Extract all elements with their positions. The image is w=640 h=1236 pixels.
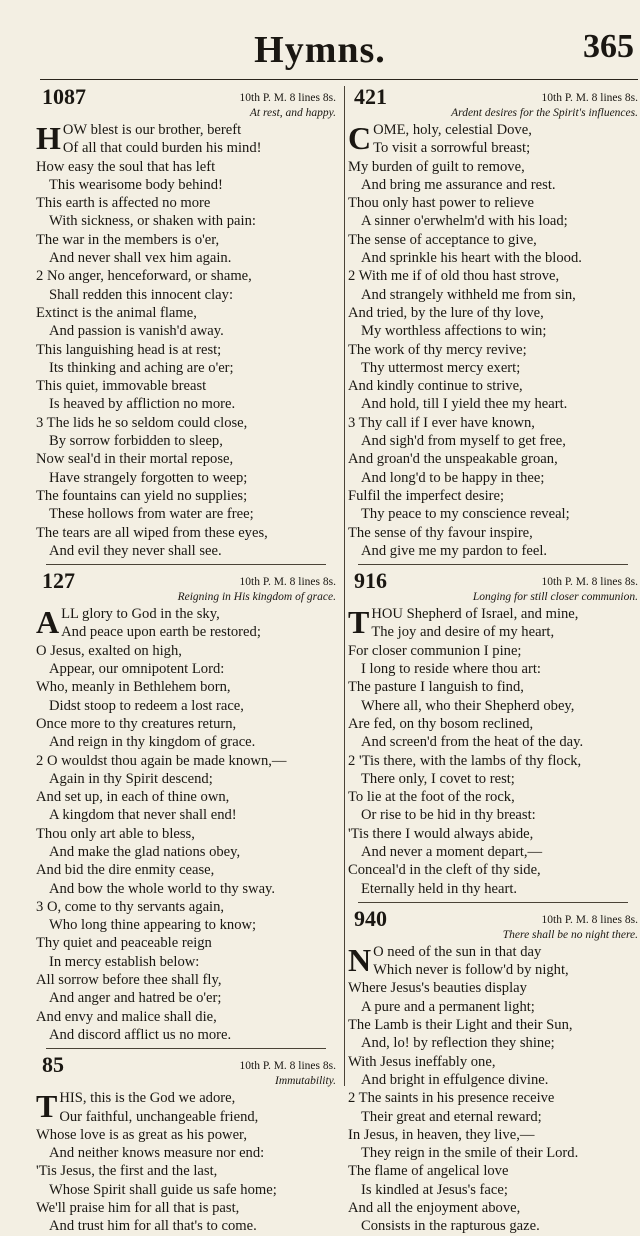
hymn-number: 127: [42, 568, 75, 594]
verse-text: 2 'Tis there, with the lambs of thy flock,: [348, 752, 582, 769]
hymn-subtitle: Longing for still closer communion.: [472, 591, 638, 604]
verse-text: And make the glad nations obey,: [49, 843, 241, 860]
verse-line: [348, 642, 638, 660]
hymn-separator: [36, 560, 336, 568]
verse-line: [36, 843, 336, 861]
verse-text: All sorrow before thee shall fly,: [36, 972, 222, 989]
verse-line: [348, 770, 638, 788]
verse-text: Eternally held in thy heart.: [361, 880, 518, 897]
verse-text: And neither knows measure nor end:: [49, 1145, 265, 1162]
verse-line: [36, 414, 336, 432]
verse-line: [36, 752, 336, 770]
verse-line: [348, 1144, 638, 1162]
verse-text: Didst stoop to redeem a lost race,: [49, 697, 244, 714]
verse-line: [36, 267, 336, 285]
verse-line: [36, 715, 336, 733]
verse-line: [348, 1089, 638, 1107]
verse-text: HIS, this is the God we adore,: [59, 1090, 236, 1107]
verse-text: These hollows from water are free;: [49, 506, 254, 523]
verse-text: The war in the members is o'er,: [36, 231, 220, 248]
verse-line: [36, 916, 336, 934]
drop-cap: C: [348, 120, 372, 156]
verse-text: In Jesus, in heaven, they live,—: [348, 1126, 535, 1143]
verse-text: Shall redden this innocent clay:: [49, 286, 233, 303]
verse-text: Once more to thy creatures return,: [36, 715, 237, 732]
verse-text: Whose Spirit shall guide us safe home;: [49, 1181, 277, 1198]
drop-cap: H: [36, 120, 61, 156]
verse-text: Are fed, on thy bosom reclined,: [348, 715, 534, 732]
verse-text: Again in thy Spirit descend;: [49, 770, 213, 787]
page-header: [0, 0, 640, 80]
drop-cap: N: [348, 941, 372, 978]
verse-text: Consists in the rapturous gaze.: [361, 1218, 540, 1235]
verse-line: [36, 231, 336, 249]
verse-text: And bow the whole world to thy sway.: [49, 880, 276, 897]
verse-text: The work of thy mercy revive;: [348, 341, 527, 358]
verse-text: This quiet, immovable breast: [36, 378, 207, 395]
verse-line: [36, 898, 336, 916]
verse-line: [348, 861, 638, 879]
verse-text: And never shall vex him again.: [49, 250, 232, 267]
verse-line: [36, 861, 336, 879]
verse-text: With Jesus ineffably one,: [348, 1053, 496, 1070]
verse-line: [348, 487, 638, 505]
verse-line: [36, 286, 336, 304]
verse-text: Who long thine appearing to know;: [49, 917, 257, 934]
verse-line: [36, 989, 336, 1007]
verse-text: Now seal'd in their mortal repose,: [36, 451, 234, 468]
verse-text: Our faithful, unchangeable friend,: [59, 1108, 259, 1125]
verse-text: And sprinkle his heart with the blood.: [361, 250, 582, 267]
hymn-separator: [36, 1044, 336, 1052]
verse-text: We'll praise him for all that is past,: [36, 1200, 240, 1217]
verse-line: [348, 341, 638, 359]
verse-line: [36, 469, 336, 487]
verse-line: [348, 395, 638, 413]
verse-text: Is heaved by affliction no more.: [49, 396, 236, 413]
verse-text: Their great and eternal reward;: [361, 1108, 542, 1125]
hymn: [348, 84, 638, 560]
verse-line: [36, 1008, 336, 1026]
hymn-header: [348, 568, 638, 594]
verse-line: [36, 139, 336, 157]
verse-line: [348, 825, 638, 843]
verse-text: 'Tis Jesus, the first and the last,: [36, 1163, 218, 1180]
verse-line: [36, 770, 336, 788]
verse-text: Thy quiet and peaceable reign: [36, 935, 212, 952]
verse-text: The pasture I languish to find,: [348, 679, 524, 696]
verse-line: [36, 212, 336, 230]
verse-text: And envy and malice shall die,: [36, 1008, 217, 1025]
verse-text: How easy the soul that has left: [36, 158, 216, 175]
verse-text: LL glory to God in the sky,: [61, 606, 220, 623]
verse-text: OME, holy, celestial Dove,: [373, 122, 532, 138]
verse-line: [36, 1144, 336, 1162]
verse-line: [36, 304, 336, 322]
verse-text: The flame of angelical love: [348, 1163, 509, 1180]
verse-line: [348, 1162, 638, 1180]
verse-line: [36, 249, 336, 267]
verse-text: And tried, by the lure of thy love,: [348, 304, 544, 321]
verse-text: Fulfil the imperfect desire;: [348, 487, 505, 504]
right-column: [348, 84, 638, 1236]
verse-line: [348, 678, 638, 696]
verse-text: There only, I covet to rest;: [361, 770, 515, 787]
verse-text: And discord afflict us no more.: [49, 1026, 232, 1043]
drop-cap: A: [36, 604, 60, 641]
verse-line: [348, 377, 638, 395]
verse-line: [348, 322, 638, 340]
verse-line: [348, 212, 638, 230]
verse-text: The sense of thy favour inspire,: [348, 524, 533, 541]
verse-line: [348, 450, 638, 468]
hymn-subtitle: Ardent desires for the Spirit's influences.: [451, 107, 638, 119]
verse-text: The fountains can yield no supplies;: [36, 487, 248, 504]
verse-line: [348, 1016, 638, 1034]
verse-line: [36, 432, 336, 450]
verse-line: [36, 934, 336, 952]
verse-text: With sickness, or shaken with pain:: [49, 213, 256, 230]
hymn-separator: [348, 560, 638, 568]
verse-line: [348, 194, 638, 212]
verse-line: [348, 998, 638, 1016]
verse-line: [36, 1108, 336, 1126]
verse-text: Thou only art able to bless,: [36, 825, 195, 842]
verse-text: The sense of acceptance to give,: [348, 231, 537, 248]
hymn-meter: 10th P. M. 8 lines 8s.: [239, 576, 336, 589]
verse-text: 2 O wouldst thou again be made known,—: [36, 752, 287, 769]
column-divider: [344, 86, 345, 1086]
verse-line: [36, 806, 336, 824]
verse-text: 2 With me if of old thou hast strove,: [348, 268, 560, 285]
verse-line: [36, 788, 336, 806]
verse-text: And evil they never shall see.: [49, 542, 222, 559]
verse-text: 2 No anger, henceforward, or shame,: [36, 268, 252, 285]
verse-line: [348, 733, 638, 751]
verse-text: I long to reside where thou art:: [361, 661, 541, 678]
verse-line: [348, 469, 638, 487]
verse-text: Its thinking and aching are o'er;: [49, 359, 234, 376]
verse-text: My worthless affections to win;: [361, 323, 547, 340]
verse-line: [348, 267, 638, 285]
verse-text: Who, meanly in Bethlehem born,: [36, 679, 231, 696]
verse-line: [348, 979, 638, 997]
verse-line: [348, 1199, 638, 1217]
page-title: Hymns.: [254, 29, 386, 71]
verse-text: A pure and a permanent light;: [361, 998, 535, 1015]
verse-text: And give me my pardon to feel.: [361, 542, 548, 559]
verse-text: And strangely withheld me from sin,: [361, 286, 576, 303]
hymn-meter: 10th P. M. 8 lines 8s.: [541, 92, 638, 104]
verse-text: Where all, who their Shepherd obey,: [361, 697, 575, 714]
verse-text: And all the enjoyment above,: [348, 1200, 521, 1217]
verse-text: Thy uttermost mercy exert;: [361, 359, 521, 376]
verse-line: [348, 806, 638, 824]
verse-text: And bid the dire enmity cease,: [36, 862, 215, 879]
verse-line: [36, 450, 336, 468]
verse-line: [348, 697, 638, 715]
verse-line: [348, 1217, 638, 1235]
verse-line: [36, 1199, 336, 1217]
verse-line: [36, 1026, 336, 1044]
verse-line: [36, 880, 336, 898]
verse-line: [348, 304, 638, 322]
verse-line: [36, 395, 336, 413]
verse-line: [348, 1126, 638, 1144]
verse-text: The Lamb is their Light and their Sun,: [348, 1017, 573, 1034]
verse-text: My burden of guilt to remove,: [348, 158, 525, 175]
verse-text: Thou only hast power to relieve: [348, 195, 535, 212]
verse-line: [36, 1126, 336, 1144]
verse-line: [348, 843, 638, 861]
verse-line: [348, 1108, 638, 1126]
verse-line: [36, 1162, 336, 1180]
verse-line: [36, 377, 336, 395]
drop-cap: T: [36, 1088, 58, 1125]
hymn-meter: 10th P. M. 8 lines 8s.: [541, 576, 638, 589]
verse-line: [348, 961, 638, 979]
hymn: [36, 1052, 336, 1235]
verse-line: [36, 176, 336, 194]
verse-text: This earth is affected no more: [36, 195, 211, 212]
verse-line: [36, 542, 336, 560]
verse-text: 'Tis there I would always abide,: [348, 825, 534, 842]
verse-line: [36, 487, 336, 505]
verse-line: [348, 880, 638, 898]
verse-text: For closer communion I pine;: [348, 642, 522, 659]
left-column: [36, 84, 336, 1236]
verse-line: [348, 542, 638, 560]
verse-line: [348, 158, 638, 176]
verse-text: A sinner o'erwhelm'd with his load;: [361, 213, 568, 230]
verse-text: And sigh'd from myself to get free,: [361, 433, 566, 450]
verse-text: Is kindled at Jesus's face;: [361, 1181, 508, 1198]
hymn-separator: [348, 898, 638, 906]
verse-line: [36, 697, 336, 715]
hymn-subtitle: There shall be no night there.: [502, 928, 638, 941]
verse-line: [348, 752, 638, 770]
hymn-subtitle: Reigning in His kingdom of grace.: [177, 591, 336, 604]
verse-line: [348, 286, 638, 304]
hymn: [348, 568, 638, 898]
verse-text: The joy and desire of my heart,: [371, 624, 555, 641]
verse-text: And bring me assurance and rest.: [361, 176, 556, 193]
verse-text: And, lo! by reflection they shine;: [361, 1035, 555, 1052]
verse-text: And groan'd the unspeakable groan,: [348, 451, 558, 468]
verse-text: And passion is vanish'd away.: [49, 323, 224, 340]
verse-line: [348, 359, 638, 377]
verse-text: Extinct is the animal flame,: [36, 304, 197, 321]
verse-line: [36, 660, 336, 678]
verse-text: And set up, in each of thine own,: [36, 789, 230, 806]
hymn-number: 916: [354, 568, 387, 594]
hymn: [36, 84, 336, 560]
verse-text: And screen'd from the heat of the day.: [361, 734, 584, 751]
header-rule: [40, 79, 638, 80]
verse-text: Which never is follow'd by night,: [373, 962, 569, 979]
hymn-header: [36, 84, 336, 109]
hymn: [36, 568, 336, 1044]
verse-text: 3 The lids he so seldom could close,: [36, 414, 248, 431]
verse-text: 3 O, come to thy servants again,: [36, 898, 225, 915]
verse-line: [348, 176, 638, 194]
verse-line: [348, 524, 638, 542]
verse-text: Where Jesus's beauties display: [348, 980, 527, 997]
verse-line: [36, 158, 336, 176]
verse-text: And anger and hatred be o'er;: [49, 990, 222, 1007]
verse-text: Have strangely forgotten to weep;: [49, 469, 248, 486]
verse-text: And never a moment depart,—: [361, 843, 543, 860]
verse-text: And reign in thy kingdom of grace.: [49, 734, 256, 751]
verse-line: [36, 971, 336, 989]
verse-line: [348, 715, 638, 733]
verse-line: [348, 1071, 638, 1089]
hymn-meter: 10th P. M. 8 lines 8s.: [541, 913, 638, 926]
verse-line: [348, 249, 638, 267]
verse-text: In mercy establish below:: [49, 953, 200, 970]
verse-text: And bright in effulgence divine.: [361, 1071, 549, 1088]
verse-line: [36, 524, 336, 542]
verse-text: Or rise to be hid in thy breast:: [361, 807, 536, 824]
verse-line: [348, 623, 638, 641]
verse-text: The tears are all wiped from these eyes,: [36, 524, 268, 541]
verse-line: [36, 953, 336, 971]
verse-line: [348, 139, 638, 157]
verse-text: 3 Thy call if I ever have known,: [348, 414, 535, 431]
hymn-number: 85: [42, 1052, 64, 1078]
verse-text: O need of the sun in that day: [373, 943, 542, 960]
verse-text: HOU Shepherd of Israel, and mine,: [371, 606, 579, 623]
verse-line: [36, 1181, 336, 1199]
verse-line: [36, 678, 336, 696]
verse-line: [348, 1181, 638, 1199]
verse-text: Conceal'd in the cleft of thy side,: [348, 862, 541, 879]
hymn-header: [348, 84, 638, 109]
verse-text: And kindly continue to strive,: [348, 378, 523, 395]
verse-text: Appear, our omnipotent Lord:: [49, 661, 225, 678]
verse-text: By sorrow forbidden to sleep,: [49, 433, 223, 450]
hymn-subtitle: Immutability.: [274, 1075, 336, 1088]
verse-line: [36, 623, 336, 641]
verse-line: [36, 642, 336, 660]
verse-line: [348, 1034, 638, 1052]
verse-text: To lie at the foot of the rock,: [348, 789, 515, 806]
verse-text: And trust him for all that's to come.: [49, 1218, 257, 1235]
verse-line: [36, 341, 336, 359]
verse-text: Of all that could burden his mind!: [62, 140, 262, 157]
hymn: [348, 906, 638, 1236]
verse-text: This wearisome body behind!: [49, 176, 223, 193]
verse-text: 2 The saints in his presence receive: [348, 1090, 555, 1107]
verse-text: Thy peace to my conscience reveal;: [361, 506, 570, 523]
hymn-subtitle: At rest, and happy.: [249, 107, 336, 119]
verse-line: [36, 1217, 336, 1235]
verse-text: And peace upon earth be restored;: [61, 624, 261, 641]
verse-line: [36, 505, 336, 523]
verse-line: [36, 194, 336, 212]
verse-text: This languishing head is at rest;: [36, 341, 222, 358]
hymn-number: 1087: [42, 84, 86, 109]
verse-line: [348, 788, 638, 806]
hymn-number: 940: [354, 905, 387, 931]
verse-line: [36, 825, 336, 843]
verse-line: [348, 231, 638, 249]
hymn-header: [348, 905, 638, 931]
verse-line: [348, 505, 638, 523]
verse-line: [348, 660, 638, 678]
hymn-meter: 10th P. M. 8 lines 8s.: [239, 1060, 336, 1073]
hymn-header: [36, 568, 336, 594]
verse-text: They reign in the smile of their Lord.: [361, 1145, 579, 1162]
page-number: 365: [583, 28, 634, 65]
verse-text: To visit a sorrowful breast;: [373, 140, 531, 157]
verse-line: [348, 414, 638, 432]
verse-line: [36, 322, 336, 340]
verse-text: O Jesus, exalted on high,: [36, 642, 182, 659]
verse-text: And hold, till I yield thee my heart.: [361, 396, 568, 413]
drop-cap: T: [348, 604, 370, 641]
verse-line: [348, 432, 638, 450]
hymn-meter: 10th P. M. 8 lines 8s.: [239, 92, 336, 104]
verse-text: And long'd to be happy in thee;: [361, 469, 545, 486]
hymn-header: [36, 1052, 336, 1078]
verse-text: OW blest is our brother, bereft: [62, 122, 242, 138]
verse-line: [348, 1053, 638, 1071]
verse-line: [36, 359, 336, 377]
verse-text: A kingdom that never shall end!: [49, 807, 237, 824]
verse-line: [36, 733, 336, 751]
hymn-number: 421: [354, 84, 387, 109]
verse-text: Whose love is as great as his power,: [36, 1126, 247, 1143]
